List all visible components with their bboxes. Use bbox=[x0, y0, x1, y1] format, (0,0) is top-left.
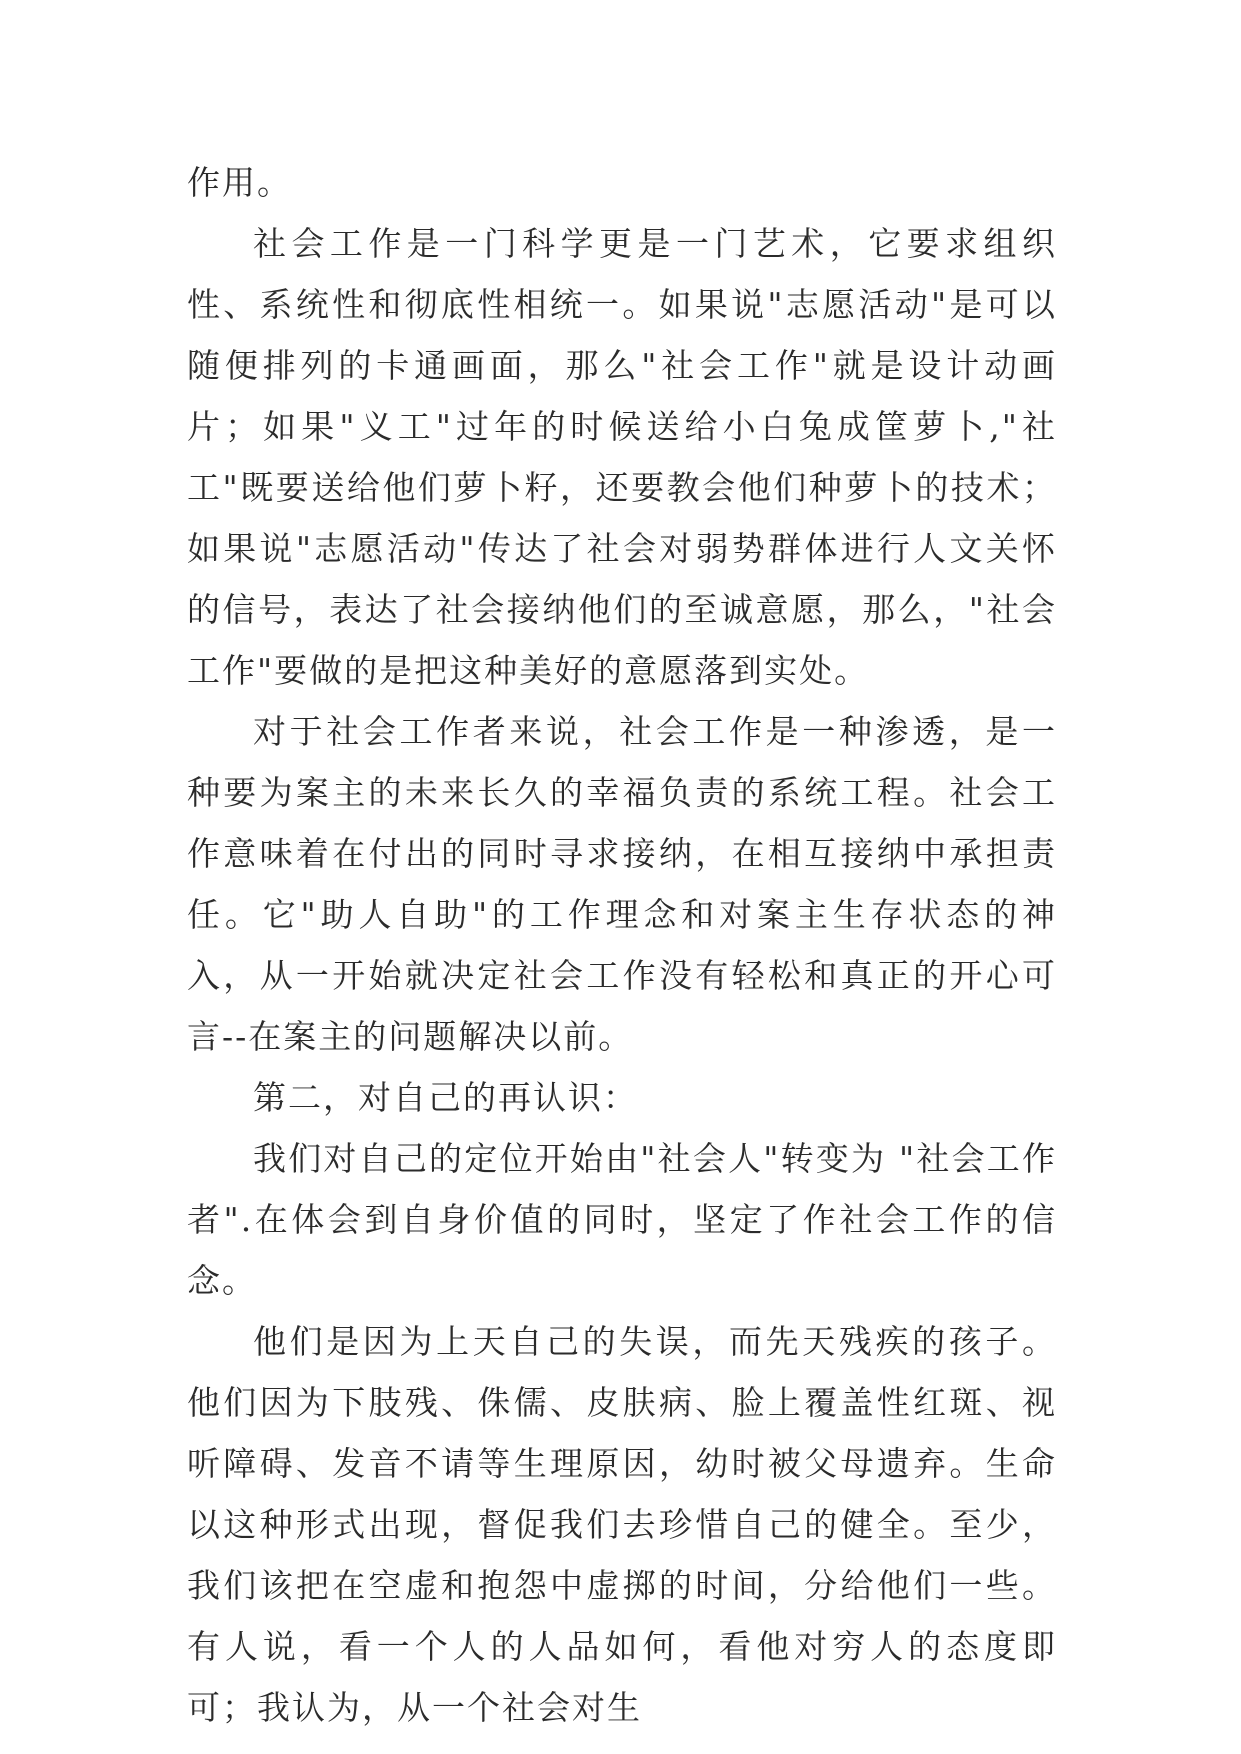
paragraph-continuation: 作用。 bbox=[187, 163, 292, 202]
paragraph-social-worker-perspective: 对于社会工作者来说，社会工作是一种渗透，是一种要为案主的未来长久的幸福负责的系统工程。社会工作意味着在付出的同时寻求接纳，在相互接纳中承担责任。它"助人自助"的工作理念和对案主生存状态的神入，从一开始就决定社会工作没有轻松和真正的开心可言--在案主的问题解决以前。 bbox=[187, 712, 1057, 1056]
paragraph-self-positioning: 我们对自己的定位开始由"社会人"转变为 "社会工作者".在体会到自身价值的同时，坚定了作社会工作的信念。 bbox=[187, 1139, 1057, 1300]
document-body bbox=[187, 152, 1057, 1738]
paragraph-social-work-science-art: 社会工作是一门科学更是一门艺术，它要求组织性、系统性和彻底性相统一。如果说"志愿活动"是可以随便排列的卡通画面，那么"社会工作"就是设计动画片；如果"义工"过年的时候送给小白兔成筐萝卜,"社工"既要送给他们萝卜籽，还要教会他们种萝卜的技术；如果说"志愿活动"传达了社会对弱势群体进行人文关怀的信号，表达了社会接纳他们的至诚意愿，那么，"社会工作"要做的是把这种美好的意愿落到实处。 bbox=[187, 224, 1057, 690]
section-heading-self-recognition: 第二，对自己的再认识： bbox=[253, 1078, 638, 1117]
paragraph-disabled-children: 他们是因为上天自己的失误，而先天残疾的孩子。他们因为下肢残、侏儒、皮肤病、脸上覆盖性红斑、视听障碍、发音不请等生理原因，幼时被父母遗弃。生命以这种形式出现，督促我们去珍惜自己的健全。至少，我们该把在空虚和抱怨中虚掷的时间，分给他们一些。有人说，看一个人的人品如何，看他对穷人的态度即可；我认为，从一个社会对生 bbox=[187, 1322, 1057, 1727]
